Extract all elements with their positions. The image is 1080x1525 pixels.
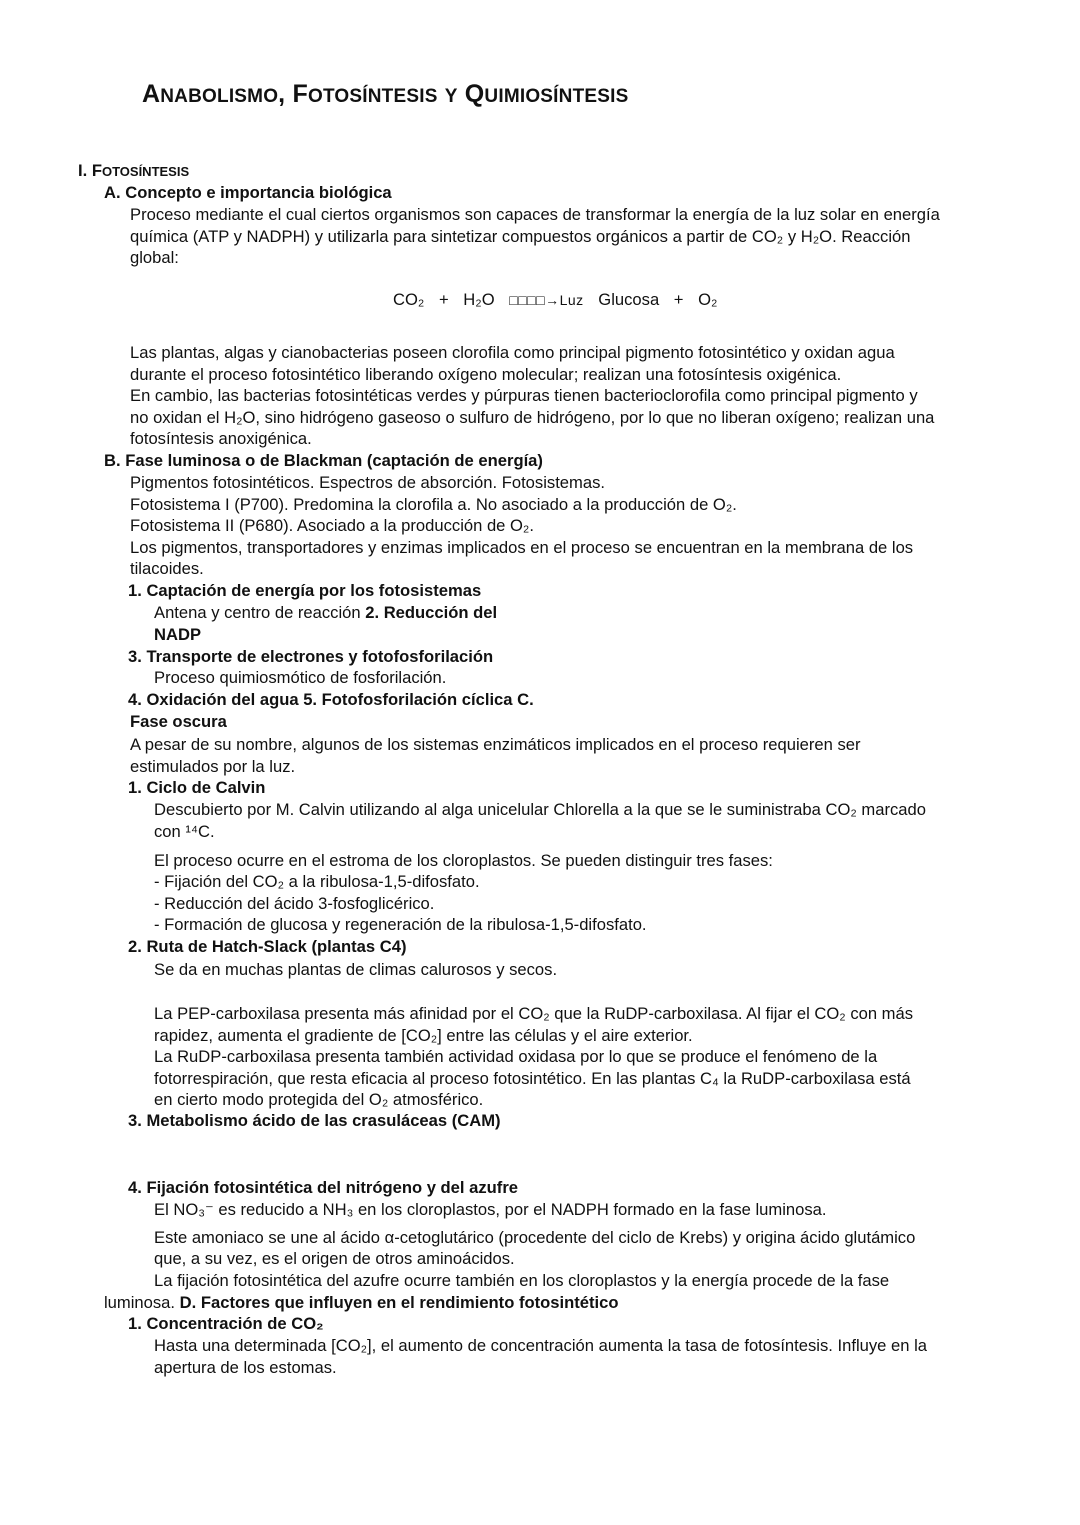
equation-term: + xyxy=(673,290,684,309)
paragraph-line: En cambio, las bacterias fotosintéticas verdes y púrpuras tienen bacterioclorofila como principal pigmento y xyxy=(130,386,918,405)
paragraph-line: que, a su vez, es el origen de otros aminoácidos. xyxy=(154,1249,515,1268)
paragraph-line: Fotosistema II (P680). Asociado a la producción de O₂. xyxy=(130,516,534,535)
heading-part: I. F xyxy=(78,161,102,180)
title-part: NABOLISMO xyxy=(160,86,279,107)
text-run: Antena y centro de reacción xyxy=(154,603,366,622)
paragraph-line: Pigmentos fotosintéticos. Espectros de absorción. Fotosistemas. xyxy=(130,473,605,492)
equation-term: CO₂ xyxy=(393,290,425,309)
equation-term: Glucosa xyxy=(598,290,660,309)
paragraph-line: apertura de los estomas. xyxy=(154,1358,337,1377)
text-run: luminosa. xyxy=(104,1293,180,1312)
paragraph-line: en cierto modo protegida del O₂ atmosférico. xyxy=(154,1090,484,1109)
paragraph-line: Se da en muchas plantas de climas calurosos y secos. xyxy=(154,960,558,979)
paragraph-line: Hasta una determinada [CO₂], el aumento de concentración aumenta la tasa de fotosíntesis. Influye en la xyxy=(154,1336,927,1355)
title-part: Y xyxy=(444,86,458,107)
title-part: F xyxy=(292,80,308,108)
paragraph-line: A pesar de su nombre, algunos de los sistemas enzimáticos implicados en el proceso requieren ser xyxy=(130,735,861,754)
paragraph-line: La fijación fotosintética del azufre ocurre también en los cloroplastos y la energía procede de la fase xyxy=(154,1271,890,1290)
paragraph-line: El NO₃⁻ es reducido a NH₃ en los cloroplastos, por el NADPH formado en la fase luminosa. xyxy=(154,1200,827,1219)
paragraph-line: química (ATP y NADPH) y utilizarla para sintetizar compuestos orgánicos a partir de CO₂ y H₂O. Reacción xyxy=(130,227,911,246)
item-heading: 3. Metabolismo ácido de las crasuláceas (CAM) xyxy=(128,1111,501,1130)
title-part: UIMIOSÍNTESIS xyxy=(484,86,629,107)
paragraph-line: estimulados por la luz. xyxy=(130,757,296,776)
reaction-equation xyxy=(393,290,727,310)
equation-term: H₂O xyxy=(463,290,495,309)
item-heading: 2. Reducción del xyxy=(365,603,498,622)
paragraph-line: rapidez, aumenta el gradiente de [CO₂] entre las células y el aire exterior. xyxy=(154,1026,693,1045)
item-heading: 4. Oxidación del agua 5. Fotofosforilación cíclica C. xyxy=(128,690,534,709)
equation-term: O₂ xyxy=(698,290,718,309)
title-part: A xyxy=(142,80,161,108)
section-heading xyxy=(78,160,189,183)
paragraph-line: La PEP-carboxilasa presenta más afinidad por el CO₂ que la RuDP-carboxilasa. Al fijar el CO₂ con más xyxy=(154,1004,914,1023)
item-heading: NADP xyxy=(154,625,202,644)
reaction-arrow: □□□□→Luz xyxy=(509,292,584,308)
paragraph-line: Proceso quimiosmótico de fosforilación. xyxy=(154,668,447,687)
subsection-heading-a: A. Concepto e importancia biológica xyxy=(104,183,392,202)
item-heading: 2. Ruta de Hatch-Slack (plantas C4) xyxy=(128,937,407,956)
paragraph-line: fotosíntesis anoxigénica. xyxy=(130,429,312,448)
item-heading: 1. Captación de energía por los fotosistemas xyxy=(128,581,482,600)
list-item: - Reducción del ácido 3-fosfoglicérico. xyxy=(154,894,435,913)
paragraph-line: no oxidan el H₂O, sino hidrógeno gaseoso o sulfuro de hidrógeno, por lo que no liberan oxígeno; realizan una xyxy=(130,408,935,427)
list-item: - Fijación del CO₂ a la ribulosa-1,5-difosfato. xyxy=(154,872,480,891)
equation-term: + xyxy=(438,290,449,309)
paragraph-line: La RuDP-carboxilasa presenta también actividad oxidasa por lo que se produce el fenómeno de la xyxy=(154,1047,878,1066)
page-title xyxy=(142,80,628,109)
paragraph-line: tilacoides. xyxy=(130,559,204,578)
title-part: , xyxy=(278,80,286,108)
item-heading: 1. Concentración de CO₂ xyxy=(128,1314,324,1333)
paragraph-line: El proceso ocurre en el estroma de los cloroplastos. Se pueden distinguir tres fases: xyxy=(154,851,773,870)
item-heading: 4. Fijación fotosintética del nitrógeno y del azufre xyxy=(128,1178,519,1197)
list-item: - Formación de glucosa y regeneración de la ribulosa-1,5-difosfato. xyxy=(154,915,647,934)
paragraph-line: Descubierto por M. Calvin utilizando al alga unicelular Chlorella a la que se le suministraba CO₂ marcado xyxy=(154,800,926,819)
paragraph-line: con ¹⁴C. xyxy=(154,822,215,841)
title-part: Q xyxy=(464,80,485,108)
heading-part: OTOSÍNTESIS xyxy=(101,164,190,179)
paragraph-line: fotorrespiración, que resta eficacia al proceso fotosintético. En las plantas C₄ la RuDP-carboxilasa está xyxy=(154,1069,911,1088)
title-part: OTOSÍNTESIS xyxy=(307,86,438,107)
subsection-heading-b: B. Fase luminosa o de Blackman (captación de energía) xyxy=(104,451,543,470)
paragraph-line xyxy=(154,602,497,624)
paragraph-line: global: xyxy=(130,248,179,267)
paragraph-line xyxy=(104,1292,619,1314)
item-heading: 1. Ciclo de Calvin xyxy=(128,778,266,797)
subsection-heading-d: D. Factores que influyen en el rendimiento fotosintético xyxy=(179,1293,619,1312)
paragraph-line: Proceso mediante el cual ciertos organismos son capaces de transformar la energía de la luz solar en energía xyxy=(130,205,940,224)
paragraph-line: durante el proceso fotosintético liberando oxígeno molecular; realizan una fotosíntesis oxigénica. xyxy=(130,365,842,384)
item-heading: 3. Transporte de electrones y fotofosforilación xyxy=(128,647,494,666)
paragraph-line: Las plantas, algas y cianobacterias poseen clorofila como principal pigmento fotosintético y oxidan agua xyxy=(130,343,895,362)
subsection-heading-c: Fase oscura xyxy=(130,712,227,731)
paragraph-line: Fotosistema I (P700). Predomina la clorofila a. No asociado a la producción de O₂. xyxy=(130,495,737,514)
paragraph-line: Este amoniaco se une al ácido α-cetoglutárico (procedente del ciclo de Krebs) y origina ácido glutámico xyxy=(154,1228,916,1247)
paragraph-line: Los pigmentos, transportadores y enzimas implicados en el proceso se encuentran en la membrana de los xyxy=(130,538,914,557)
